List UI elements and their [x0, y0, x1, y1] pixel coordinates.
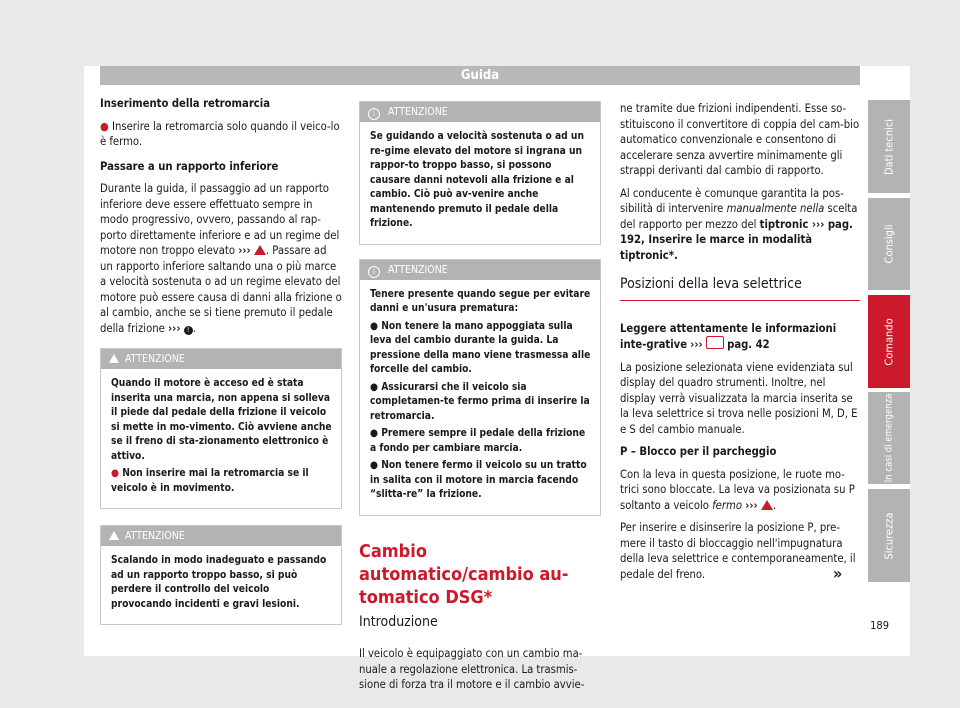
page-number: 189: [870, 619, 889, 632]
warning-box-2-text: Scalando in modo inadeguato e passando ad un rapporto troppo basso, si può perdere il controllo del veicolo provocando incidenti e gravi lesioni.: [111, 555, 327, 610]
note-box-2-bullet: ● Non tenere la mano appoggiata sulla leva del cambio durante la guida. La pressione della mano viene trasmessa alle forcelle del cambio.: [370, 320, 591, 375]
note-box-2: i ATTENZIONE Tenere presente quando segue per evitare danni e un'usura prematura: ● Non tenere la mano appoggiata sulla leva del cambio durante la guida. La pressione della mano viene trasmessa alle forcelle del cambio. ● Assicurarsi che il veicolo sia completamen-te fermo prima di inserire la retromarcia. ● Premere sempre il pedale della frizione a fondo per cambiare marcia. ● Non tenere fermo il veicolo su un tratto in salita con il motore in marcia facendo “slitta-re” la frizione.: [359, 259, 601, 516]
warning-box-2: ATTENZIONE Scalando in modo inadeguato e passando ad un rapporto troppo basso, si può perdere il controllo del veicolo provocando incidenti e gravi lesioni.: [100, 525, 342, 625]
column-middle: [359, 101, 601, 700]
book-icon: [706, 336, 724, 349]
info-icon: i: [368, 266, 380, 278]
heading-rapporto-inferiore: Passare a un rapporto inferiore: [100, 159, 279, 173]
continue-chevron-icon: »: [833, 564, 843, 583]
info-icon: i: [368, 108, 380, 120]
tab-sicurezza[interactable]: Sicurezza: [868, 489, 910, 582]
warning-icon: [109, 354, 119, 363]
note-box-1-text: Se guidando a velocità sostenuta o ad un re-gime elevato del motore si ingrana un rappor-to troppo basso, si possono causare danni notevoli alla frizione e al cambio. Ciò può av-venire anche mantenendo premuto il pedale della frizione.: [370, 131, 584, 229]
tab-emergenza[interactable]: In casi di emergenza: [868, 392, 910, 484]
paragraph-intro: Il veicolo è equipaggiato con un cambio ma-nuale a regolazione elettronica. La trasmis-sione di forza tra il motore e il cambio avvie-: [359, 647, 585, 691]
warning-icon: [109, 531, 119, 540]
note-box-1: i ATTENZIONE Se guidando a velocità sostenuta o ad un re-gime elevato del motore si ingrana un rappor-to troppo basso, si possono causare danni notevoli alla frizione e al cambio. Ciò può av-venire anche mantenendo premuto il pedale della frizione.: [359, 101, 601, 245]
note-box-2-bullet: ● Premere sempre il pedale della frizione a fondo per cambiare marcia.: [370, 428, 586, 454]
column-right: [620, 101, 860, 589]
note-box-2-bullet: ● Non tenere fermo il veicolo su un tratto in salita con il motore in marcia facendo “slitta-re” la frizione.: [370, 460, 587, 500]
paragraph-leggere: Leggere attentamente le informazioni inte-grative ››› pag. 42: [620, 321, 837, 351]
tab-dati-tecnici[interactable]: Dati tecnici: [868, 100, 910, 193]
warning-box-1-text: Quando il motore è acceso ed è stata inserita una marcia, non appena si solleva il piede dal pedale della frizione il veicolo si mette in mo-vimento. Ciò avviene anche se il freno di sta-zionamento elettronico è attivo.: [111, 378, 332, 462]
paragraph-frizioni: ne tramite due frizioni indipendenti. Esse so-stituiscono il convertitore di coppia del cam-bio automatico convenzionale e consentono di accelerare senza avvertire minimamente gli strappi derivanti dal cambio di rapporto.: [620, 102, 860, 177]
warning-icon: [254, 245, 266, 255]
paragraph-display: La posizione selezionata viene evidenziata sul display del quadro strumenti. Inoltre, nel display verrà visualizzata la marcia inserita se la leva selettrice si trova nelle posizioni M, D, E e S del cambio manuale.: [620, 360, 858, 436]
bullet-retromarcia: ● Inserire la retromarcia solo quando il veico-lo è fermo.: [100, 119, 340, 148]
paragraph-inserire-p: Per inserire e disinserire la posizione P, pre-mere il tasto di bloccaggio nell'impugnatura della leva selettrice e contemporaneamente, il pedale del freno.: [620, 521, 856, 581]
section-posizioni-leva: Posizioni della leva selettrice: [620, 277, 860, 301]
heading-parcheggio: P – Blocco per il parcheggio: [620, 445, 777, 458]
warning-icon: [761, 500, 773, 510]
paragraph-rapporto-inferiore: Durante la guida, il passaggio ad un rapporto inferiore deve essere effettuato sempre in modo progressivo, ovvero, passando al rap-porto direttamente inferiore e ad un regime del motore non troppo elevato ››› . Passare ad un rapporto inferiore saltando una o più marce a velocità sostenuta o ad un regime elevato del motore può essere causa di danni alla frizione o al cambio, anche se si tiene premuto il pedale della frizione ››› ! .: [100, 182, 342, 335]
tab-comando[interactable]: Comando: [868, 295, 910, 388]
warning-box-1-header: ATTENZIONE: [101, 349, 341, 369]
paragraph-tiptronic: Al conducente è comunque garantita la pos-sibilità di intervenire manualmente nella scelta del rapporto per mezzo del tiptronic ››› pag. 192, Inserire le marce in modalità tiptronic*.: [620, 186, 858, 262]
note-box-2-intro: Tenere presente quando segue per evitare danni e un'usura prematura:: [370, 288, 591, 314]
column-left: [100, 96, 342, 625]
note-box-2-bullet: ● Assicurarsi che il veicolo sia completamen-te fermo prima di inserire la retromarcia.: [370, 381, 590, 422]
warning-box-1-bullet: ● Non inserire mai la retromarcia se il veicolo è in movimento.: [111, 468, 309, 494]
warning-box-1: [100, 348, 342, 509]
tab-consigli[interactable]: Consigli: [868, 198, 910, 290]
header-bar: Guida: [100, 66, 860, 85]
section-title-cambio: Cambio automatico/cambio au-tomatico DSG*: [359, 540, 569, 608]
subtitle-introduzione: Introduzione: [359, 613, 438, 630]
info-dot-icon: !: [184, 326, 193, 335]
paragraph-parcheggio: Con la leva in questa posizione, le ruote mo-trici sono bloccate. La leva va posizionata su P soltanto a veicolo fermo ››› .: [620, 467, 855, 512]
heading-retromarcia: Inserimento della retromarcia: [100, 97, 271, 110]
